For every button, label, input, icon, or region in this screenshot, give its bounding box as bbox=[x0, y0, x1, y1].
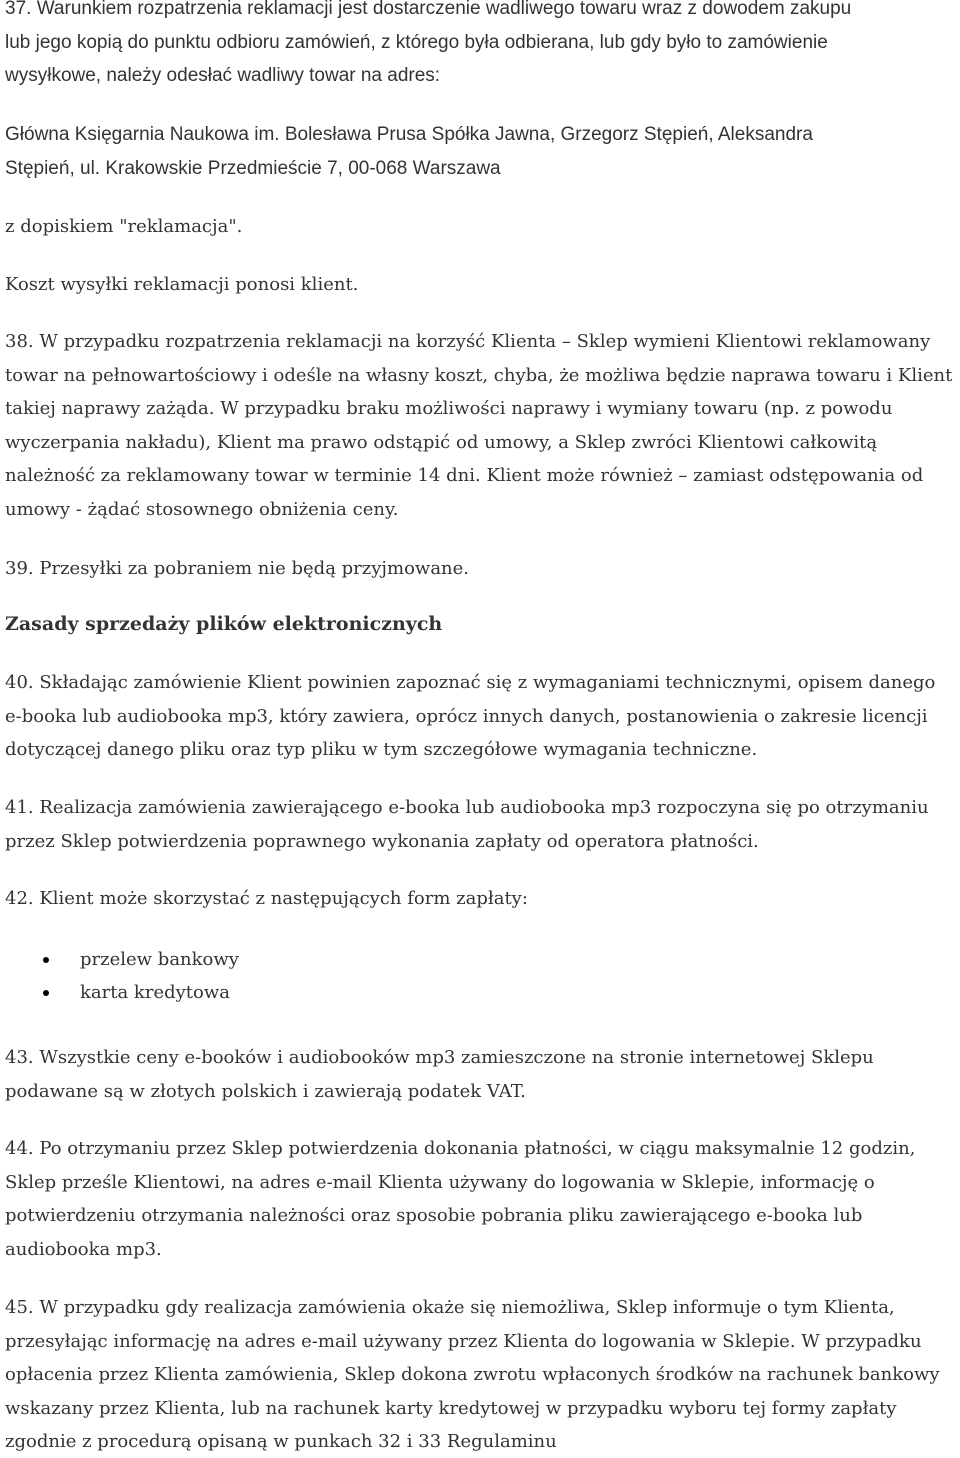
paragraph-44-line-3: potwierdzeniu otrzymania należności oraz sposobie pobrania pliku zawierającego e-booka lub bbox=[5, 1205, 863, 1226]
paragraph-41-line-1: 41. Realizacja zamówienia zawierającego e-booka lub audiobooka mp3 rozpoczyna się po otrzymaniu bbox=[5, 797, 929, 818]
shipping-cost-note: Koszt wysyłki reklamacji ponosi klient. bbox=[5, 274, 359, 295]
paragraph-41-line-2: przez Sklep potwierdzenia poprawnego wykonania zapłaty od operatora płatności. bbox=[5, 830, 759, 852]
paragraph-37-line-1: 37. Warunkiem rozpatrzenia reklamacji jest dostarczenie wadliwego towaru wraz z dowodem zakupu bbox=[5, 0, 852, 19]
paragraph-43-line-2: podawane są w złotych polskich i zawierają podatek VAT. bbox=[5, 1080, 526, 1102]
paragraph-38-line-2: towar na pełnowartościowy i odeśle na własny koszt, chyba, że możliwa będzie naprawa towaru i Klient bbox=[5, 364, 953, 386]
paragraph-40-line-3: dotyczącej danego pliku oraz typ pliku w tym szczegółowe wymagania techniczne. bbox=[5, 739, 758, 760]
paragraph-38-line-5: należność za reklamowany towar w terminie 14 dni. Klient może również – zamiast odstępowania od bbox=[5, 465, 924, 486]
paragraph-43-line-1: 43. Wszystkie ceny e-booków i audiobooków mp3 zamieszczone na stronie internetowej Sklepu bbox=[5, 1047, 874, 1068]
paragraph-45-line-4: wskazany przez Klienta, lub na rachunek karty kredytowej w przypadku wyboru tej formy zapłaty bbox=[5, 1397, 897, 1419]
paragraph-42: 42. Klient może skorzystać z następujących form zapłaty: bbox=[5, 888, 528, 909]
paragraph-44-line-1: 44. Po otrzymaniu przez Sklep potwierdzenia dokonania płatności, w ciągu maksymalnie 12 godzin, bbox=[5, 1138, 916, 1159]
paragraph-38-line-1: 38. W przypadku rozpatrzenia reklamacji na korzyść Klienta – Sklep wymieni Klientowi reklamowany bbox=[5, 331, 931, 352]
payment-methods-list bbox=[0, 943, 239, 1009]
payment-method-credit-card: karta kredytowa bbox=[80, 982, 230, 1003]
paragraph-38 bbox=[5, 325, 960, 526]
paragraph-38-line-3: takiej naprawy zażąda. W przypadku braku możliwości naprawy i wymiany towaru (np. z powodu bbox=[5, 398, 893, 419]
paragraph-44 bbox=[5, 1132, 960, 1266]
paragraph-45-line-1: 45. W przypadku gdy realizacja zamówienia okaże się niemożliwa, Sklep informuje o tym Klienta, bbox=[5, 1297, 895, 1318]
list-item bbox=[0, 943, 239, 976]
paragraph-38-line-4: wyczerpania nakładu), Klient ma prawo odstąpić od umowy, a Sklep zwróci Klientowi całkowitą bbox=[5, 431, 878, 453]
section-heading-ebooks: Zasady sprzedaży plików elektronicznych bbox=[5, 613, 443, 635]
bullet-icon bbox=[43, 990, 49, 996]
paragraph-44-line-2: Sklep prześle Klientowi, na adres e-mail Klienta używany do logowania w Sklepie, informację o bbox=[5, 1171, 875, 1193]
paragraph-40-line-1: 40. Składając zamówienie Klient powinien zapoznać się z wymaganiami technicznymi, opisem danego bbox=[5, 672, 936, 693]
paragraph-40-line-2: e-booka lub audiobooka mp3, który zawiera, oprócz innych danych, postanowienia o zakresie licencji bbox=[5, 705, 928, 727]
paragraph-44-line-4: audiobooka mp3. bbox=[5, 1238, 162, 1260]
return-address bbox=[5, 118, 960, 185]
paragraph-45 bbox=[5, 1291, 960, 1458]
paragraph-43 bbox=[5, 1041, 960, 1108]
paragraph-37 bbox=[5, 0, 960, 93]
paragraph-39: 39. Przesyłki za pobraniem nie będą przyjmowane. bbox=[5, 558, 470, 579]
list-item bbox=[0, 976, 239, 1009]
paragraph-45-line-2: przesyłając informację na adres e-mail używany przez Klienta do logowania w Sklepie. W przypadku bbox=[5, 1330, 922, 1352]
paragraph-37-line-3: wysyłkowe, należy odesłać wadliwy towar na adres: bbox=[5, 65, 441, 86]
paragraph-45-line-5: zgodnie z procedurą opisaną w punkach 32 i 33 Regulaminu bbox=[5, 1431, 557, 1452]
paragraph-40 bbox=[5, 666, 960, 767]
payment-method-bank-transfer: przelew bankowy bbox=[80, 949, 239, 970]
paragraph-41 bbox=[5, 791, 960, 858]
annotation-note: z dopiskiem "reklamacja". bbox=[5, 216, 243, 237]
return-address-line-2: Stępień, ul. Krakowskie Przedmieście 7, 00-068 Warszawa bbox=[5, 157, 501, 179]
return-address-line-1: Główna Księgarnia Naukowa im. Bolesława Prusa Spółka Jawna, Grzegorz Stępień, Aleksandra bbox=[5, 124, 813, 145]
bullet-icon bbox=[43, 957, 49, 963]
paragraph-37-line-2: lub jego kopią do punktu odbioru zamówień, z którego była odbierana, lub gdy było to zamówienie bbox=[5, 31, 828, 53]
paragraph-38-line-6: umowy - żądać stosownego obniżenia ceny. bbox=[5, 498, 399, 520]
paragraph-45-line-3: opłacenia przez Klienta zamówienia, Sklep dokona zwrotu wpłaconych środków na rachunek bankowy bbox=[5, 1364, 940, 1385]
